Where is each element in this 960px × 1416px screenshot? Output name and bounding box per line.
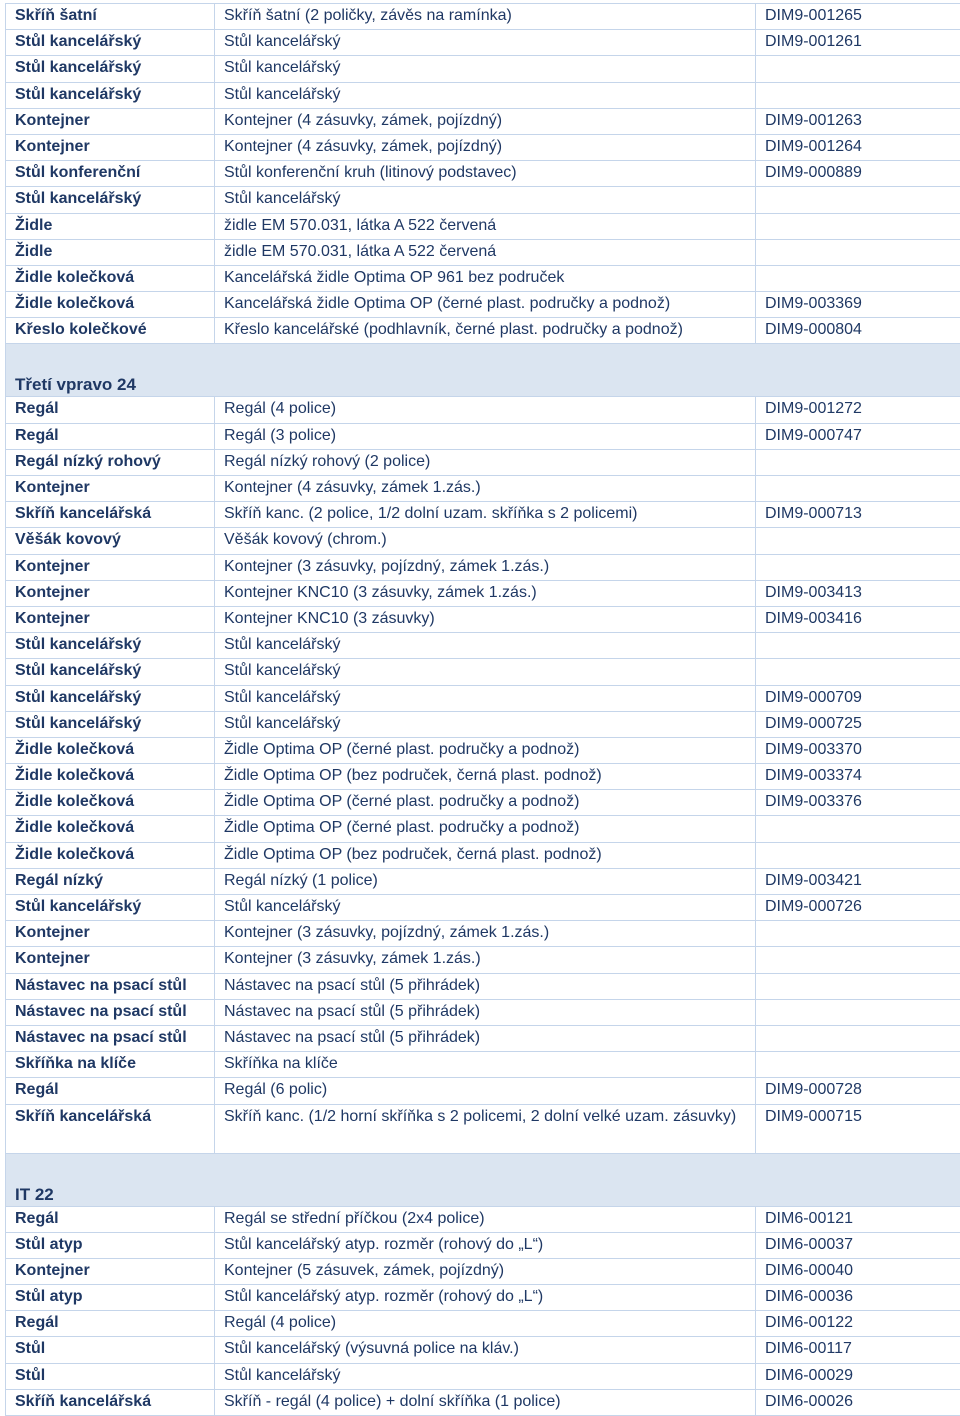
inventory-number-cell [756, 213, 960, 239]
table-row [6, 397, 960, 423]
item-type-cell: Regál [6, 397, 215, 423]
table-row [6, 56, 960, 82]
item-description-cell: Skříň kanc. (1/2 horní skříňka s 2 policemi, 2 dolní velké uzam. zásuvky) [215, 1104, 756, 1153]
item-description-cell: Regál (3 police) [215, 423, 756, 449]
table-row [6, 476, 960, 502]
item-type-cell: Nástavec na psací stůl [6, 1025, 215, 1051]
inventory-number-cell [756, 56, 960, 82]
table-row [6, 842, 960, 868]
inventory-number-cell: DIM9-001264 [756, 134, 960, 160]
item-description-cell: Kontejner (4 zásuvky, zámek 1.zás.) [215, 476, 756, 502]
item-type-cell: Skříňka na klíče [6, 1052, 215, 1078]
table-row [6, 1389, 960, 1415]
item-description-cell: Věšák kovový (chrom.) [215, 528, 756, 554]
item-type-cell: Regál [6, 423, 215, 449]
item-type-cell: Skříň kancelářská [6, 1104, 215, 1153]
item-type-cell: Regál [6, 1311, 215, 1337]
table-row [6, 790, 960, 816]
item-type-cell: Židle kolečková [6, 265, 215, 291]
item-description-cell: Skříňka na klíče [215, 1052, 756, 1078]
inventory-number-cell: DIM9-003374 [756, 764, 960, 790]
item-description-cell: Kontejner (3 zásuvky, pojízdný, zámek 1.zás.) [215, 554, 756, 580]
inventory-number-cell [756, 1052, 960, 1078]
item-description-cell: Regál nízký rohový (2 police) [215, 449, 756, 475]
table-row [6, 1206, 960, 1232]
item-type-cell: Stůl [6, 1337, 215, 1363]
table-row [6, 659, 960, 685]
item-type-cell: Židle [6, 239, 215, 265]
item-description-cell: Nástavec na psací stůl (5 přihrádek) [215, 999, 756, 1025]
table-row [6, 239, 960, 265]
item-description-cell: Židle Optima OP (černé plast. područky a podnož) [215, 790, 756, 816]
item-description-cell: Stůl kancelářský [215, 633, 756, 659]
inventory-number-cell: DIM9-000726 [756, 895, 960, 921]
section-title: Třetí vpravo 24 [6, 344, 960, 397]
inventory-number-cell: DIM6-00036 [756, 1285, 960, 1311]
table-row [6, 895, 960, 921]
table-row [6, 921, 960, 947]
item-type-cell: Židle kolečková [6, 292, 215, 318]
item-type-cell: Kontejner [6, 606, 215, 632]
table-row [6, 711, 960, 737]
inventory-number-cell: DIM9-000804 [756, 318, 960, 344]
item-type-cell: Stůl atyp [6, 1232, 215, 1258]
inventory-number-cell [756, 633, 960, 659]
table-row [6, 82, 960, 108]
inventory-number-cell: DIM9-001263 [756, 108, 960, 134]
item-type-cell: Kontejner [6, 554, 215, 580]
inventory-number-cell: DIM9-000709 [756, 685, 960, 711]
item-description-cell: Regál se střední příčkou (2x4 police) [215, 1206, 756, 1232]
item-description-cell: židle EM 570.031, látka A 522 červená [215, 213, 756, 239]
inventory-number-cell [756, 659, 960, 685]
item-type-cell: Židle kolečková [6, 816, 215, 842]
table-row [6, 973, 960, 999]
inventory-number-cell: DIM6-00026 [756, 1389, 960, 1415]
item-type-cell: Regál nízký rohový [6, 449, 215, 475]
section-header-row [6, 344, 960, 397]
inventory-number-cell: DIM6-00117 [756, 1337, 960, 1363]
inventory-table [5, 3, 960, 1416]
item-type-cell: Židle kolečková [6, 842, 215, 868]
item-description-cell: Nástavec na psací stůl (5 přihrádek) [215, 1025, 756, 1051]
item-description-cell: Kontejner (4 zásuvky, zámek, pojízdný) [215, 134, 756, 160]
item-type-cell: Židle [6, 213, 215, 239]
item-type-cell: Židle kolečková [6, 737, 215, 763]
inventory-number-cell [756, 82, 960, 108]
inventory-number-cell [756, 449, 960, 475]
item-type-cell: Kontejner [6, 921, 215, 947]
item-description-cell: Stůl konferenční kruh (litinový podstavec) [215, 161, 756, 187]
inventory-number-cell [756, 842, 960, 868]
item-type-cell: Stůl kancelářský [6, 82, 215, 108]
inventory-number-cell [756, 528, 960, 554]
item-description-cell: Kancelářská židle Optima OP (černé plast. područky a podnož) [215, 292, 756, 318]
inventory-number-cell: DIM9-000747 [756, 423, 960, 449]
inventory-number-cell: DIM9-000715 [756, 1104, 960, 1153]
item-description-cell: Křeslo kancelářské (podhlavník, černé plast. područky a podnož) [215, 318, 756, 344]
table-row [6, 1104, 960, 1153]
item-description-cell: Stůl kancelářský [215, 895, 756, 921]
item-type-cell: Stůl atyp [6, 1285, 215, 1311]
table-row [6, 816, 960, 842]
item-description-cell: Regál nízký (1 police) [215, 868, 756, 894]
inventory-number-cell: DIM9-003376 [756, 790, 960, 816]
section-header-row [6, 1153, 960, 1206]
inventory-number-cell: DIM6-00029 [756, 1363, 960, 1389]
item-type-cell: Židle kolečková [6, 764, 215, 790]
table-row [6, 1337, 960, 1363]
inventory-number-cell: DIM6-00037 [756, 1232, 960, 1258]
item-type-cell: Stůl konferenční [6, 161, 215, 187]
inventory-number-cell [756, 265, 960, 291]
item-description-cell: Stůl kancelářský [215, 82, 756, 108]
table-row [6, 606, 960, 632]
inventory-number-cell: DIM9-003416 [756, 606, 960, 632]
item-description-cell: Nástavec na psací stůl (5 přihrádek) [215, 973, 756, 999]
item-description-cell: Stůl kancelářský atyp. rozměr (rohový do „L“) [215, 1285, 756, 1311]
table-row [6, 947, 960, 973]
item-description-cell: Stůl kancelářský [215, 187, 756, 213]
inventory-number-cell: DIM9-003413 [756, 580, 960, 606]
table-row [6, 1232, 960, 1258]
table-row [6, 580, 960, 606]
item-description-cell: Kontejner (3 zásuvky, zámek 1.zás.) [215, 947, 756, 973]
table-row [6, 134, 960, 160]
item-type-cell: Stůl kancelářský [6, 659, 215, 685]
table-row [6, 633, 960, 659]
item-type-cell: Kontejner [6, 108, 215, 134]
inventory-number-cell: DIM9-001261 [756, 30, 960, 56]
table-row [6, 423, 960, 449]
inventory-number-cell: DIM9-000725 [756, 711, 960, 737]
item-type-cell: Věšák kovový [6, 528, 215, 554]
item-type-cell: Regál nízký [6, 868, 215, 894]
item-description-cell: Skříň kanc. (2 police, 1/2 dolní uzam. skříňka s 2 policemi) [215, 502, 756, 528]
item-description-cell: Stůl kancelářský [215, 711, 756, 737]
item-description-cell: Stůl kancelářský [215, 659, 756, 685]
item-description-cell: Skříň - regál (4 police) + dolní skříňka (1 police) [215, 1389, 756, 1415]
table-row [6, 318, 960, 344]
inventory-number-cell: DIM9-001272 [756, 397, 960, 423]
inventory-number-cell: DIM9-000728 [756, 1078, 960, 1104]
item-type-cell: Nástavec na psací stůl [6, 999, 215, 1025]
item-type-cell: Skříň šatní [6, 4, 215, 30]
inventory-number-cell: DIM9-003370 [756, 737, 960, 763]
inventory-number-cell: DIM9-003369 [756, 292, 960, 318]
item-type-cell: Stůl kancelářský [6, 187, 215, 213]
table-row [6, 1025, 960, 1051]
table-row [6, 737, 960, 763]
item-type-cell: Kontejner [6, 476, 215, 502]
item-type-cell: Kontejner [6, 947, 215, 973]
table-row [6, 528, 960, 554]
inventory-number-cell [756, 476, 960, 502]
item-type-cell: Stůl kancelářský [6, 633, 215, 659]
table-row [6, 449, 960, 475]
item-description-cell: Židle Optima OP (bez područek, černá plast. podnož) [215, 764, 756, 790]
inventory-number-cell: DIM9-000713 [756, 502, 960, 528]
table-row [6, 764, 960, 790]
item-description-cell: Stůl kancelářský [215, 56, 756, 82]
inventory-number-cell: DIM6-00040 [756, 1258, 960, 1284]
item-description-cell: Židle Optima OP (bez područek, černá plast. podnož) [215, 842, 756, 868]
item-type-cell: Skříň kancelářská [6, 1389, 215, 1415]
item-description-cell: Stůl kancelářský [215, 685, 756, 711]
table-row [6, 685, 960, 711]
table-row [6, 187, 960, 213]
item-description-cell: Kancelářská židle Optima OP 961 bez područek [215, 265, 756, 291]
table-row [6, 4, 960, 30]
item-description-cell: Kontejner (3 zásuvky, pojízdný, zámek 1.zás.) [215, 921, 756, 947]
item-type-cell: Stůl [6, 1363, 215, 1389]
item-type-cell: Nástavec na psací stůl [6, 973, 215, 999]
item-type-cell: Stůl kancelářský [6, 711, 215, 737]
item-description-cell: Kontejner (4 zásuvky, zámek, pojízdný) [215, 108, 756, 134]
item-type-cell: Kontejner [6, 580, 215, 606]
inventory-number-cell [756, 999, 960, 1025]
item-description-cell: Židle Optima OP (černé plast. područky a podnož) [215, 816, 756, 842]
inventory-number-cell [756, 554, 960, 580]
table-row [6, 30, 960, 56]
table-row [6, 1311, 960, 1337]
inventory-table-body [6, 4, 960, 1416]
table-row [6, 999, 960, 1025]
table-row [6, 292, 960, 318]
item-description-cell: Stůl kancelářský (výsuvná police na kláv.) [215, 1337, 756, 1363]
item-description-cell: Regál (6 polic) [215, 1078, 756, 1104]
item-type-cell: Kontejner [6, 134, 215, 160]
item-type-cell: Křeslo kolečkové [6, 318, 215, 344]
inventory-number-cell: DIM6-00122 [756, 1311, 960, 1337]
item-description-cell: Regál (4 police) [215, 1311, 756, 1337]
inventory-number-cell [756, 921, 960, 947]
item-type-cell: Židle kolečková [6, 790, 215, 816]
item-type-cell: Skříň kancelářská [6, 502, 215, 528]
inventory-number-cell: DIM9-003421 [756, 868, 960, 894]
item-description-cell: Regál (4 police) [215, 397, 756, 423]
table-row [6, 554, 960, 580]
table-row [6, 1363, 960, 1389]
item-type-cell: Stůl kancelářský [6, 895, 215, 921]
section-title: IT 22 [6, 1153, 960, 1206]
table-row [6, 1052, 960, 1078]
inventory-number-cell [756, 1025, 960, 1051]
table-row [6, 502, 960, 528]
table-row [6, 108, 960, 134]
table-row [6, 1078, 960, 1104]
item-description-cell: Židle Optima OP (černé plast. područky a podnož) [215, 737, 756, 763]
item-description-cell: Stůl kancelářský [215, 30, 756, 56]
item-type-cell: Stůl kancelářský [6, 56, 215, 82]
table-row [6, 868, 960, 894]
inventory-number-cell: DIM9-001265 [756, 4, 960, 30]
inventory-number-cell [756, 816, 960, 842]
inventory-number-cell: DIM9-000889 [756, 161, 960, 187]
table-row [6, 161, 960, 187]
inventory-number-cell [756, 239, 960, 265]
item-description-cell: Kontejner KNC10 (3 zásuvky) [215, 606, 756, 632]
table-row [6, 1258, 960, 1284]
item-type-cell: Stůl kancelářský [6, 30, 215, 56]
item-type-cell: Regál [6, 1206, 215, 1232]
item-description-cell: Stůl kancelářský atyp. rozměr (rohový do „L“) [215, 1232, 756, 1258]
inventory-number-cell [756, 187, 960, 213]
item-description-cell: Kontejner KNC10 (3 zásuvky, zámek 1.zás.) [215, 580, 756, 606]
item-description-cell: Stůl kancelářský [215, 1363, 756, 1389]
item-description-cell: Kontejner (5 zásuvek, zámek, pojízdný) [215, 1258, 756, 1284]
item-type-cell: Kontejner [6, 1258, 215, 1284]
table-row [6, 265, 960, 291]
inventory-number-cell [756, 947, 960, 973]
table-row [6, 213, 960, 239]
item-description-cell: Skříň šatní (2 poličky, závěs na ramínka) [215, 4, 756, 30]
item-type-cell: Regál [6, 1078, 215, 1104]
inventory-number-cell [756, 973, 960, 999]
item-type-cell: Stůl kancelářský [6, 685, 215, 711]
item-description-cell: židle EM 570.031, látka A 522 červená [215, 239, 756, 265]
table-row [6, 1285, 960, 1311]
inventory-number-cell: DIM6-00121 [756, 1206, 960, 1232]
